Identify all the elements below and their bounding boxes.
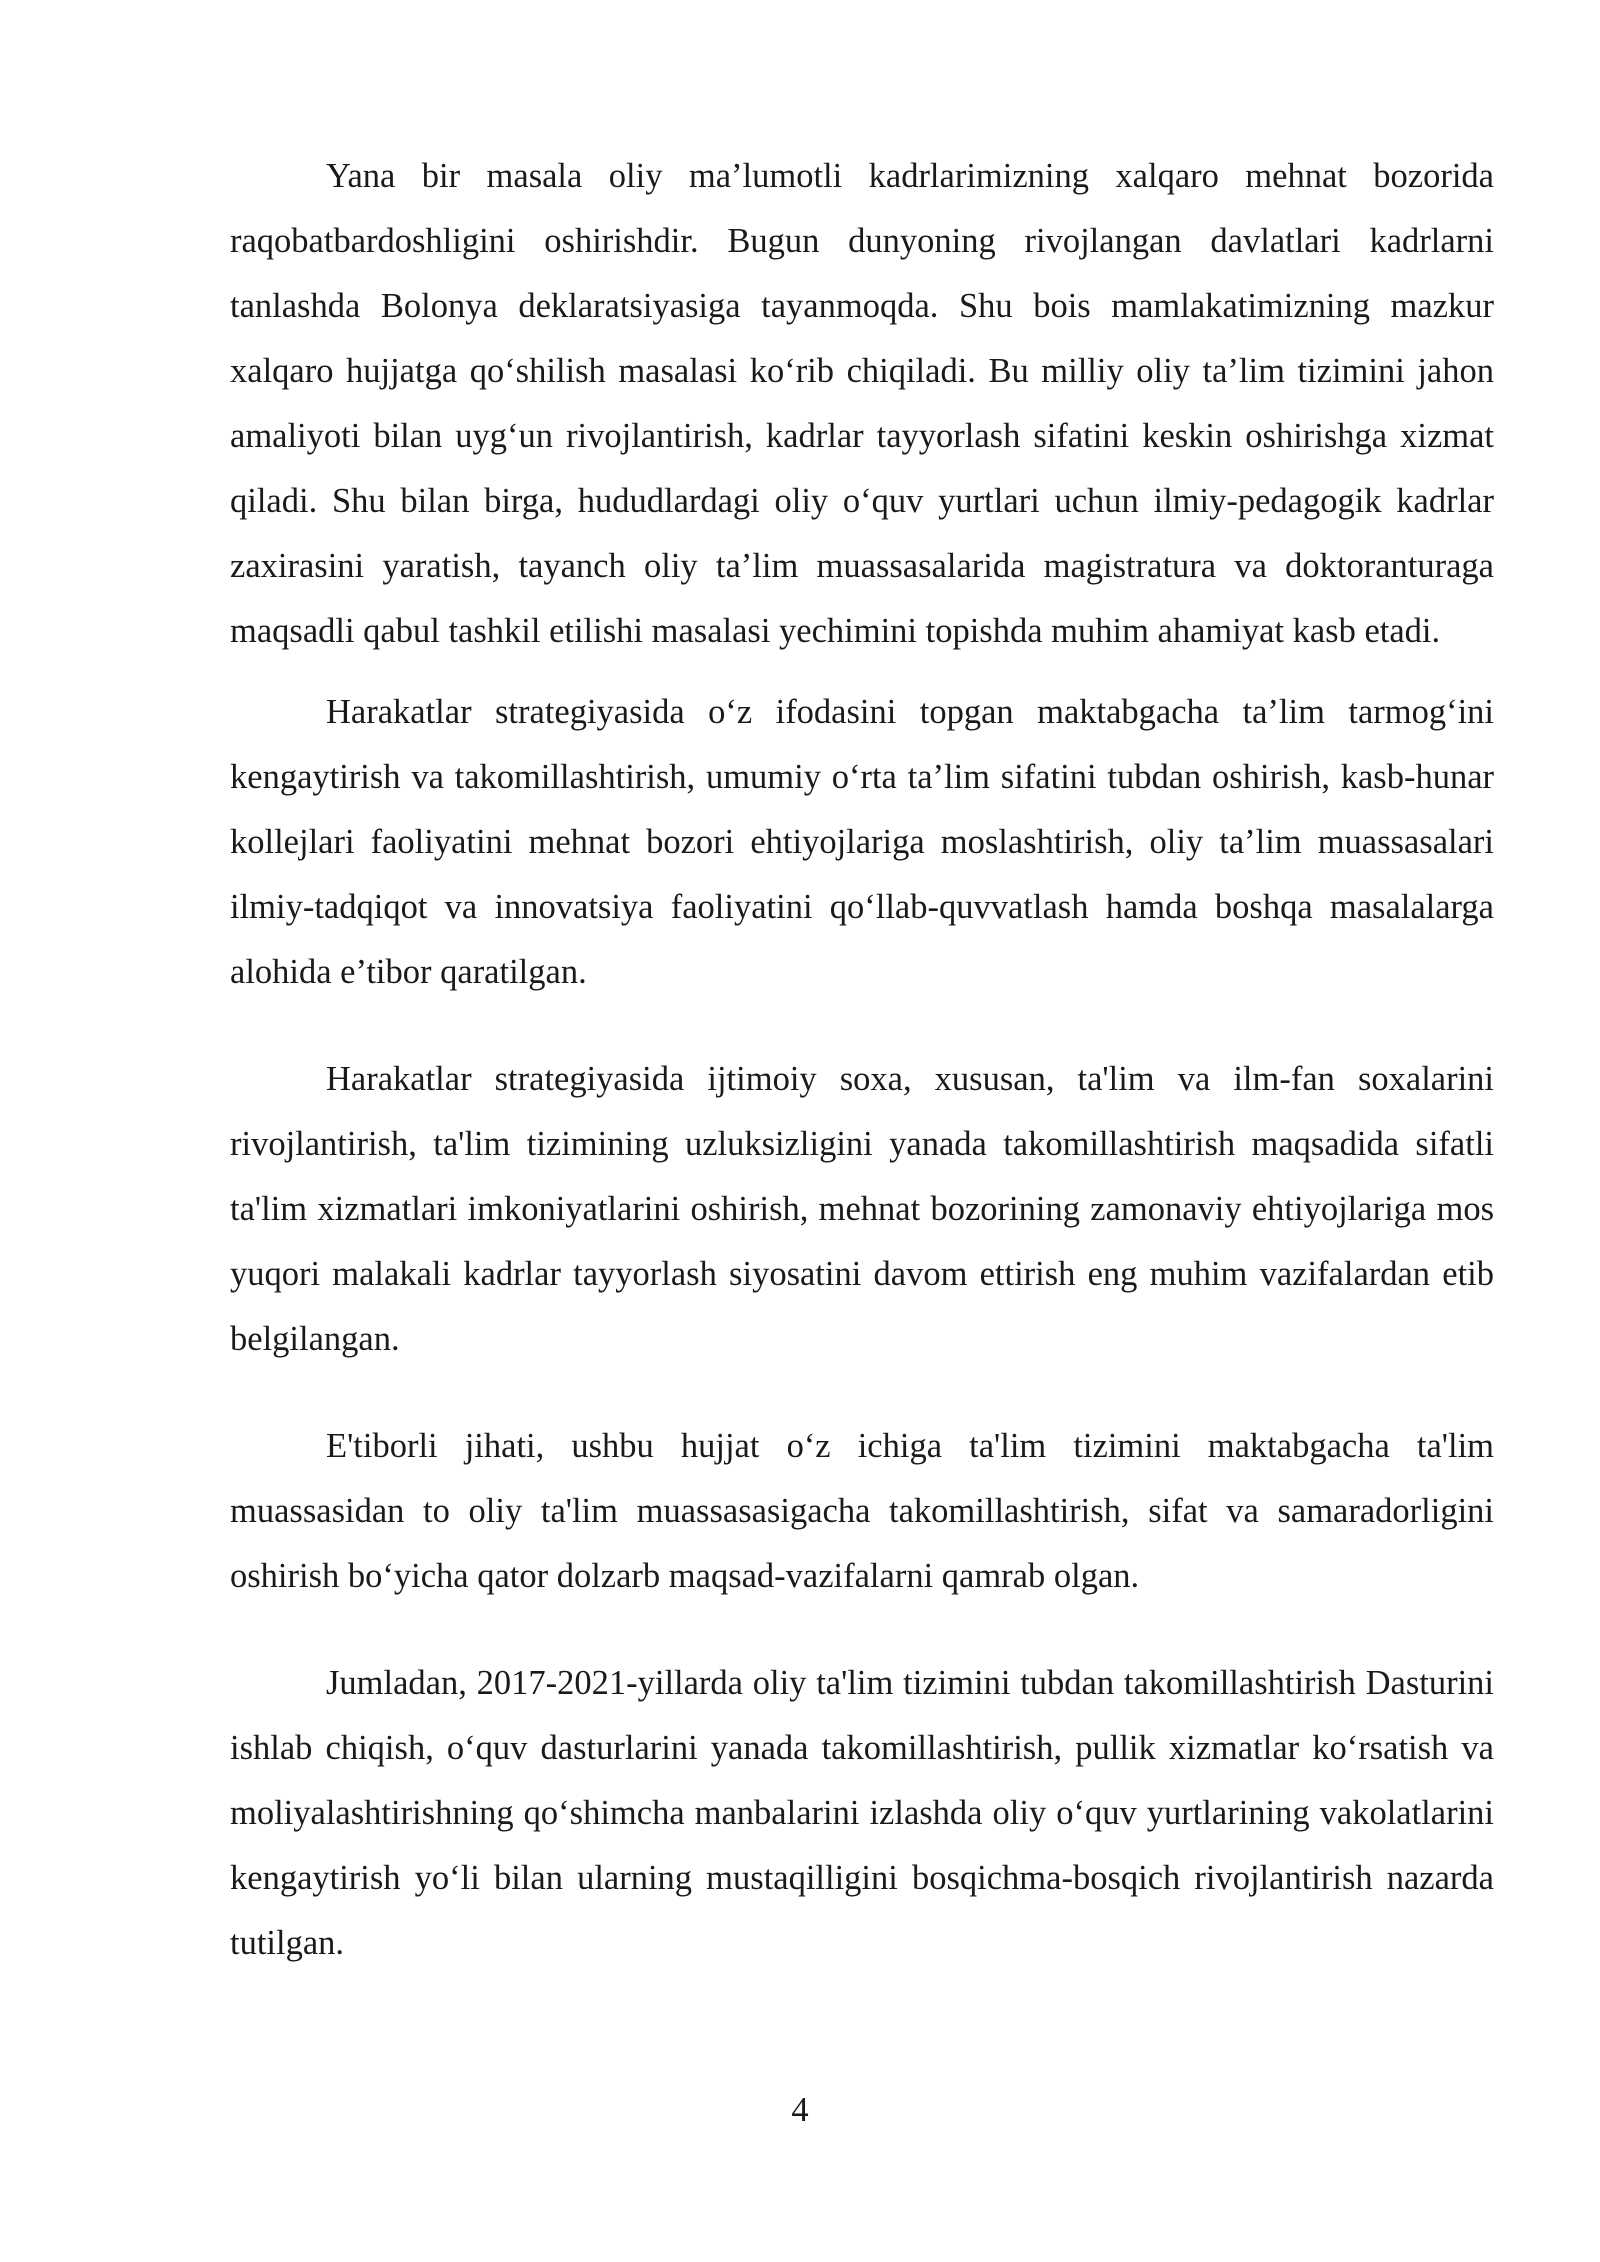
page-number: 4 [791,2091,809,2129]
paragraph-1: Yana bir masala oliy ma’lumotli kadrlarimizning xalqaro mehnat bozorida raqobatbardoshligini oshirishdir. Bugun dunyoning rivojlangan davlatlari kadrlarni tanlashda Bolonya deklaratsiyasiga tayanmoqda. Shu bois mamlakatimizning mazkur xalqaro hujjatga qo‘shilish masalasi ko‘rib chiqiladi. Bu milliy oliy ta’lim tizimini jahon amaliyoti bilan uyg‘un rivojlantirish, kadrlar tayyorlash sifatini keskin oshirishga xizmat qiladi. Shu bilan birga, hududlardagi oliy o‘quv yurtlari uchun ilmiy-pedagogik kadrlar zaxirasini yaratish, tayanch oliy ta’lim muassasalarida magistratura va doktoranturaga maqsadli qabul tashkil etilishi masalasi yechimini topishda muhim ahamiyat kasb etadi. [230,157,1494,650]
paragraph-2: Harakatlar strategiyasida o‘z ifodasini topgan maktabgacha ta’lim tarmog‘ini kengaytirish va takomillashtirish, umumiy o‘rta ta’lim sifatini tubdan oshirish, kasb-hunar kollejlari faoliyatini mehnat bozori ehtiyojlariga moslashtirish, oliy ta’lim muassasalari ilmiy-tadqiqot va innovatsiya faoliyatini qo‘llab-quvvatlash hamda boshqa masalalarga alohida e’tibor qaratilgan. [230,693,1494,991]
paragraph-4: E'tiborli jihati, ushbu hujjat o‘z ichiga ta'lim tizimini maktabgacha ta'lim muassasidan to oliy ta'lim muassasasigacha takomillashtirish, sifat va samaradorligini oshirish bo‘yicha qator dolzarb maqsad-vazifalarni qamrab olgan. [230,1427,1494,1595]
document-body [230,144,1494,1976]
paragraph-5: Jumladan, 2017-2021-yillarda oliy ta'lim tizimini tubdan takomillashtirish Dasturini ishlab chiqish, o‘quv dasturlarini yanada takomillashtirish, pullik xizmatlar ko‘rsatish va moliyalashtirishning qo‘shimcha manbalarini izlashda oliy o‘quv yurtlarining vakolatlarini kengaytirish yo‘li bilan ularning mustaqilligini bosqichma-bosqich rivojlantirish nazarda tutilgan. [230,1664,1494,1962]
paragraph-3: Harakatlar strategiyasida ijtimoiy soxa, xususan, ta'lim va ilm-fan soxalarini rivojlantirish, ta'lim tizimining uzluksizligini yanada takomillashtirish maqsadida sifatli ta'lim xizmatlari imkoniyatlarini oshirish, mehnat bozorining zamonaviy ehtiyojlariga mos yuqori malakali kadrlar tayyorlash siyosatini davom ettirish eng muhim vazifalardan etib belgilangan. [230,1060,1494,1358]
